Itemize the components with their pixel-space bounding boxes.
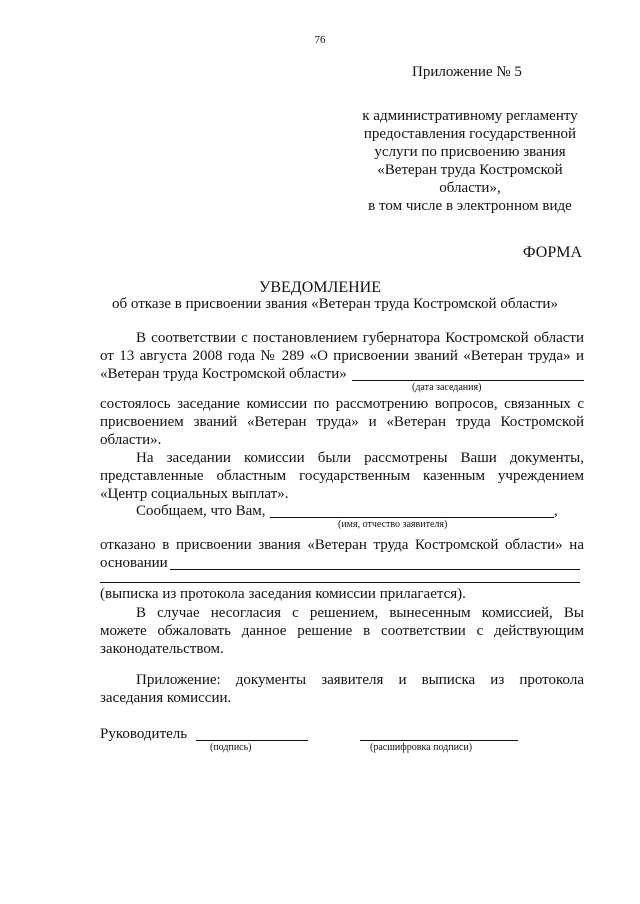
body-text: «Ветеран труда Костромской области» (100, 366, 347, 382)
signature-line (196, 740, 308, 741)
name-blank-line (270, 517, 554, 518)
decoding-line (360, 740, 518, 741)
page-number: 76 (314, 34, 326, 46)
regulation-line: к административному регламенту (362, 108, 578, 124)
body-line: присвоением званий «Ветеран труда» и «Ветеран труда Костромской (100, 414, 584, 430)
body-line: области». (100, 432, 162, 448)
basis-blank-line (170, 569, 580, 570)
regulation-line: услуги по присвоению звания (374, 144, 566, 160)
date-caption: (дата заседания) (412, 382, 482, 393)
body-text: Сообщаем, что Вам, (136, 503, 266, 519)
form-label: ФОРМА (522, 244, 582, 261)
regulation-line: области», (439, 180, 501, 196)
body-line: На заседании комиссии были рассмотрены Ваши документы, (136, 450, 584, 466)
body-line: отказано в присвоении звания «Ветеран труда Костромской области» на (100, 537, 584, 553)
body-line: состоялось заседание комиссии по рассмотрению вопросов, связанных с (100, 396, 584, 412)
regulation-line: «Ветеран труда Костромской (377, 162, 563, 178)
basis-blank-line-2 (100, 582, 580, 583)
comma: , (554, 503, 558, 519)
body-line: Приложение: документы заявителя и выписка из протокола (136, 672, 584, 688)
body-line: представленные областным государственным казенным учреждением (100, 468, 584, 484)
document-heading: УВЕДОМЛЕНИЕ (259, 279, 381, 296)
body-line: от 13 августа 2008 года № 289 «О присвоении званий «Ветеран труда» и (100, 348, 584, 364)
regulation-line: предоставления государственной (363, 126, 577, 142)
body-line: В случае несогласия с решением, вынесенным комиссией, Вы (136, 605, 584, 621)
body-line: законодательством. (100, 641, 224, 657)
body-line: В соответствии с постановлением губернатора Костромской области (136, 330, 584, 346)
name-caption: (имя, отчество заявителя) (338, 519, 448, 530)
document-subheading: об отказе в присвоении звания «Ветеран труда Костромской области» (112, 296, 558, 312)
body-line: заседания комиссии. (100, 690, 232, 706)
body-line: можете обжаловать данное решение в соответствии с действующим (100, 623, 584, 639)
attachment-title: Приложение № 5 (412, 64, 522, 80)
regulation-reference (300, 107, 640, 215)
decoding-caption: (расшифровка подписи) (370, 742, 473, 753)
date-blank-line (352, 380, 584, 381)
signature-caption: (подпись) (210, 742, 252, 753)
body-line: (выписка из протокола заседания комиссии прилагается). (100, 586, 466, 602)
body-text: основании (100, 555, 168, 571)
regulation-line: в том числе в электронном виде (368, 198, 572, 214)
signature-label: Руководитель (100, 726, 188, 742)
body-line: «Центр социальных выплат». (100, 486, 289, 502)
